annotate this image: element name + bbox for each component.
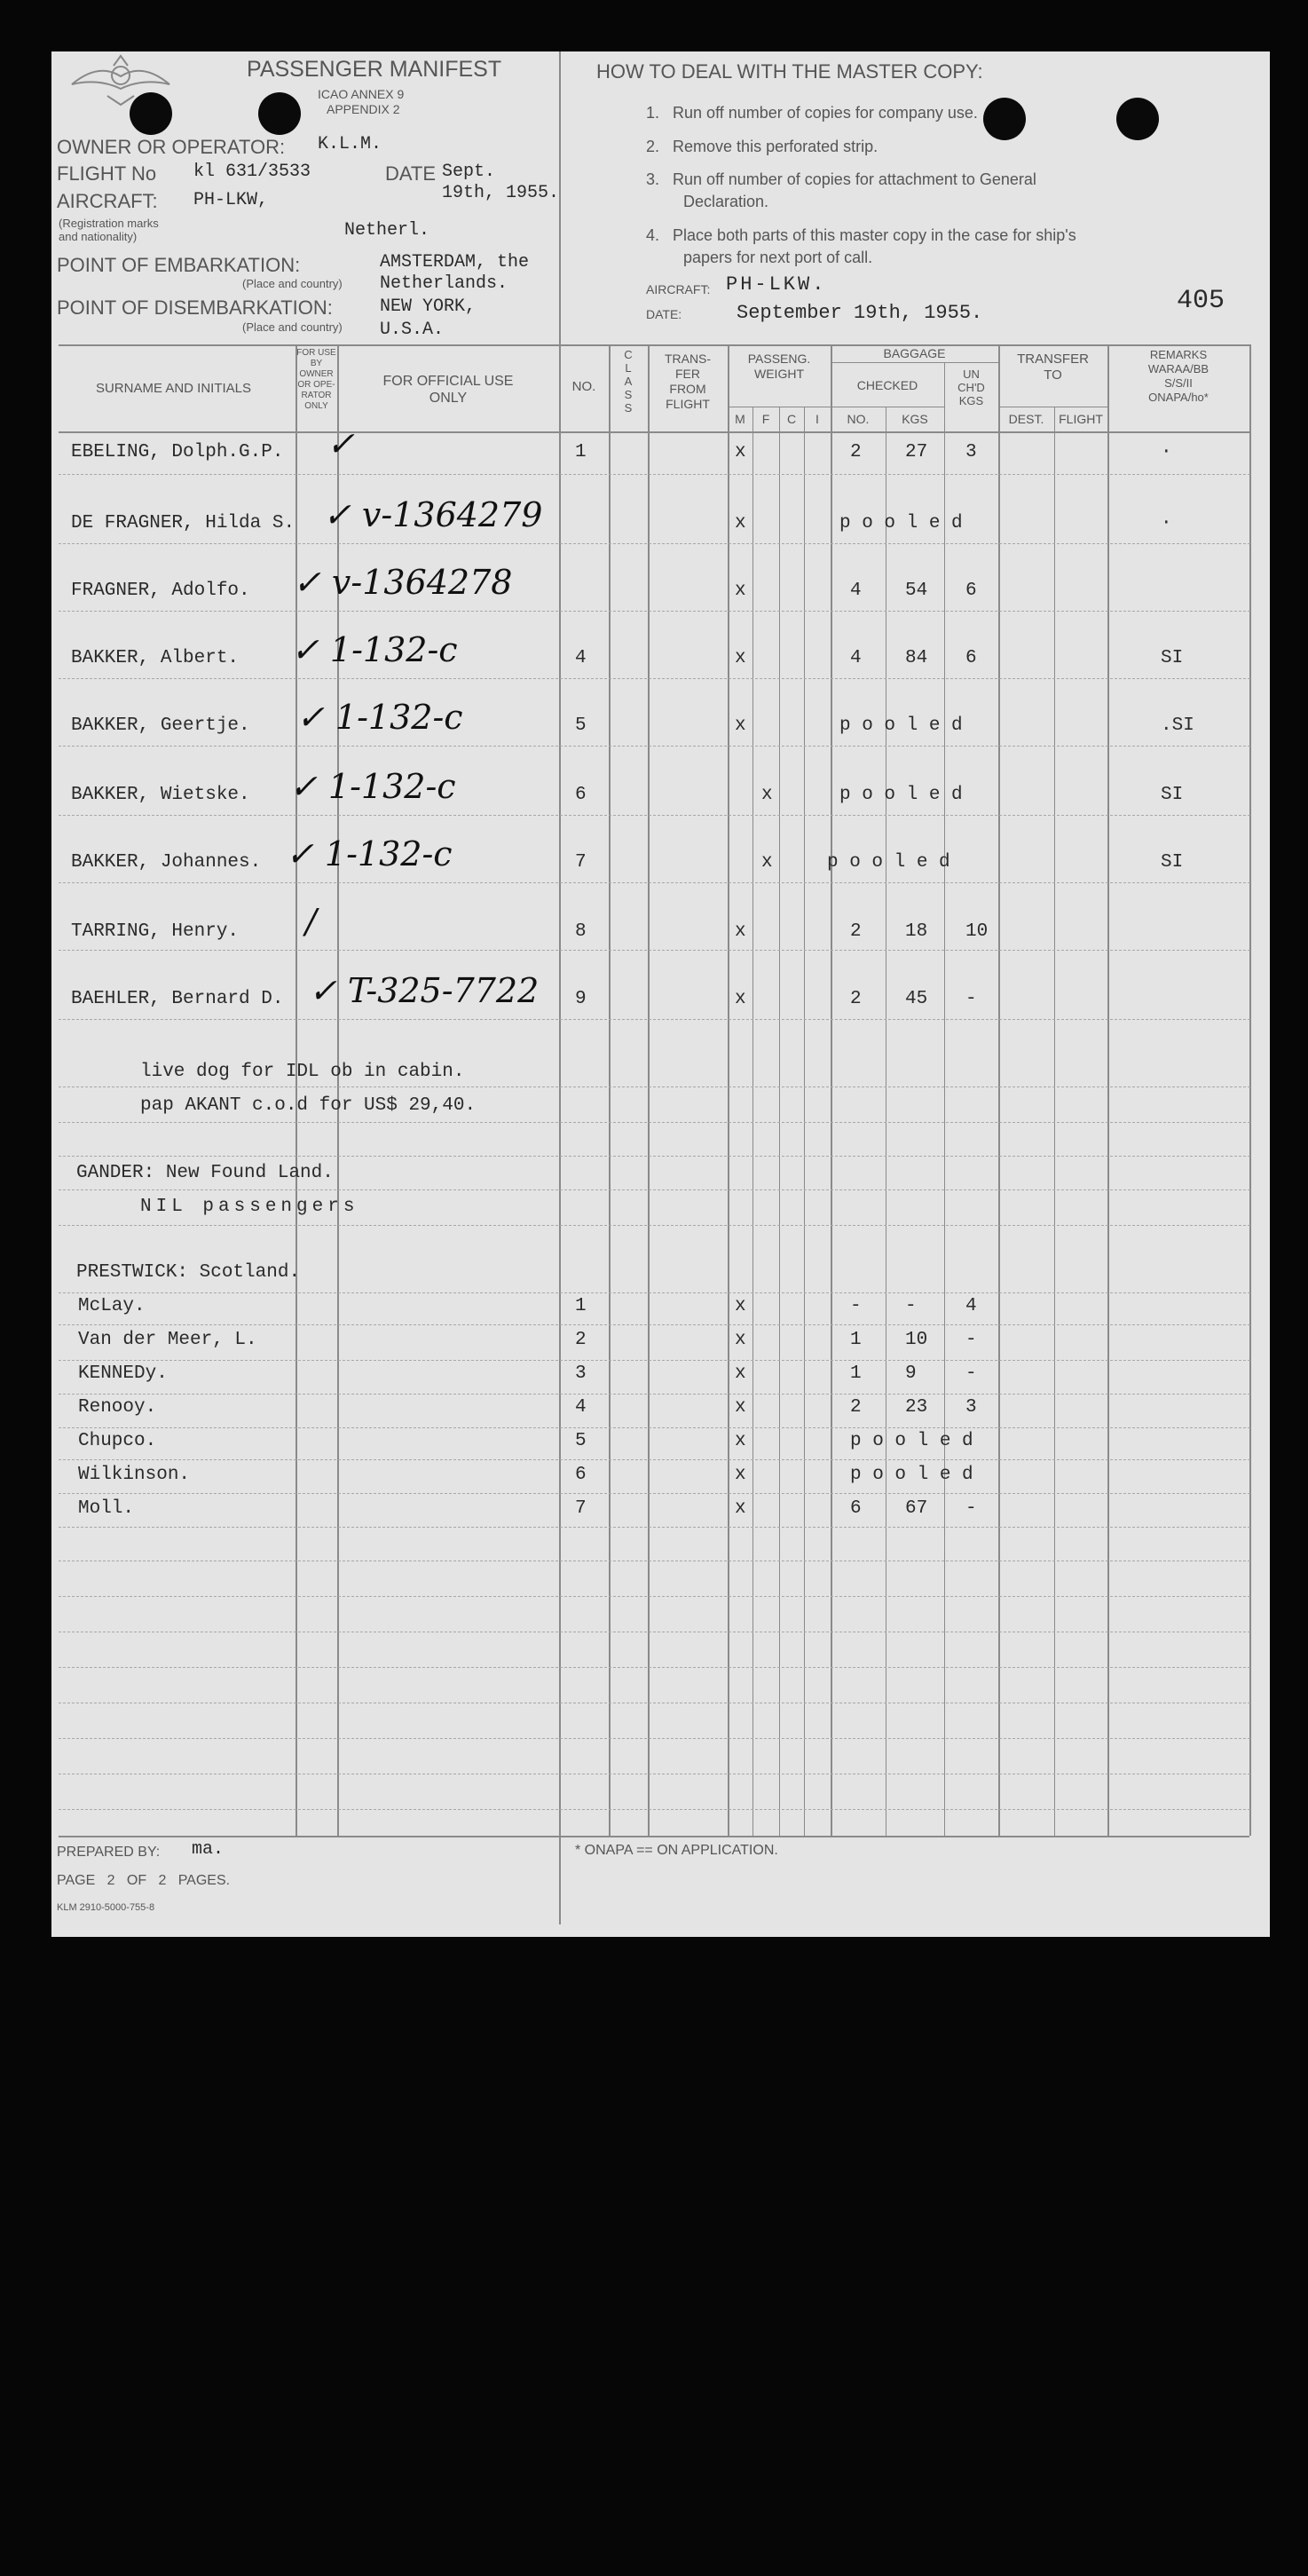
prestwick-number: 3 <box>575 1363 587 1384</box>
handwritten-mark: ✓ T-325-7722 <box>309 971 540 1010</box>
weight-mark: x <box>735 648 746 668</box>
row-rule <box>59 746 1250 747</box>
col-line <box>831 344 832 1836</box>
baggage-count: 4 <box>850 581 862 601</box>
col-line <box>998 344 1000 1836</box>
col-transfer-from: TRANS- FER FROM FLIGHT <box>664 352 712 411</box>
baggage-kgs: 45 <box>905 989 928 1009</box>
prestwick-passenger-name: Wilkinson. <box>78 1465 191 1485</box>
header-rule <box>59 344 1249 346</box>
row-rule <box>59 1527 1250 1528</box>
col-line <box>752 407 753 1836</box>
date-label: DATE <box>385 162 437 185</box>
baggage-count: 2 <box>850 442 862 462</box>
passenger-number: 7 <box>575 852 587 873</box>
row-rule <box>59 1360 1250 1361</box>
col-i: I <box>816 412 819 426</box>
embarkation-label: POINT OF EMBARKATION: <box>57 254 301 276</box>
baggage-kgs: 84 <box>905 648 928 668</box>
prepared-by-value: ma. <box>192 1839 225 1860</box>
prestwick-number: 4 <box>575 1397 587 1418</box>
instruction-4: 4. Place both parts of this master copy in the case for ship's papers for next port of call. <box>646 226 1076 266</box>
instruction-1: 1. Run off number of copies for company use. <box>646 104 978 122</box>
col-baggage: BAGGAGE <box>883 346 946 360</box>
page-stamp-number: 405 <box>1177 286 1225 316</box>
row-rule <box>59 1596 1250 1597</box>
remarks-value: · <box>1161 442 1172 462</box>
unchecked-kgs: 6 <box>965 648 977 668</box>
col-checked: CHECKED <box>856 378 918 392</box>
col-transfer-to: TRANSFER TO <box>1017 352 1089 383</box>
prestwick-passenger-name: Chupco. <box>78 1431 157 1451</box>
row-rule <box>59 1493 1250 1494</box>
disembarkation-note: (Place and country) <box>242 320 343 334</box>
pooled-baggage: p o o l e d <box>839 715 963 736</box>
col-line <box>779 407 780 1836</box>
baggage-kgs: 54 <box>905 581 928 601</box>
gander-nil: NIL passengers <box>140 1197 359 1217</box>
weight-mark: x <box>735 1465 746 1485</box>
passenger-number: 4 <box>575 648 587 668</box>
passenger-name: BAEHLER, Bernard D. <box>71 989 284 1009</box>
col-line <box>1054 407 1055 1836</box>
row-rule <box>59 1459 1250 1460</box>
aircraft-label: AIRCRAFT: <box>57 190 158 212</box>
instruction-3: 3. Run off number of copies for attachment to General Declaration. <box>646 170 1036 210</box>
col-class: C L A S S <box>624 348 633 415</box>
passenger-name: BAKKER, Geertje. <box>71 715 250 736</box>
col-f: F <box>761 412 770 426</box>
col-line <box>559 344 561 1924</box>
remarks-value: SI <box>1161 785 1184 805</box>
embarkation-value-2: Netherlands. <box>380 273 508 294</box>
baggage-kgs: - <box>905 1296 917 1316</box>
disembarkation-value-2: U.S.A. <box>380 320 445 340</box>
row-rule <box>59 1738 1250 1739</box>
weight-mark: x <box>735 921 746 942</box>
col-line <box>804 407 805 1836</box>
remarks-value: SI <box>1161 852 1184 873</box>
baggage-kgs: 18 <box>905 921 928 942</box>
unchecked-kgs: 6 <box>965 581 977 601</box>
col-line <box>609 344 611 1836</box>
baggage-kgs: 10 <box>905 1330 928 1350</box>
handwritten-mark: / <box>305 902 317 941</box>
date-value-right: September 19th, 1955. <box>737 302 983 324</box>
prestwick-number: 7 <box>575 1498 587 1519</box>
unchecked-kgs: - <box>965 989 977 1009</box>
col-checked-kgs: KGS <box>902 412 928 426</box>
handwritten-mark: ✓ 1-132-c <box>291 630 458 669</box>
col-line <box>728 344 729 1836</box>
remarks-value: .SI <box>1161 715 1194 736</box>
nationality-value: Netherl. <box>344 220 430 241</box>
baggage-count: 1 <box>850 1330 862 1350</box>
col-no: NO. <box>571 379 596 394</box>
unchecked-kgs: - <box>965 1330 977 1350</box>
punch-hole <box>983 98 1026 140</box>
gander-heading: GANDER: New Found Land. <box>76 1163 334 1183</box>
baggage-kgs: 9 <box>905 1363 917 1384</box>
baggage-kgs: 23 <box>905 1397 928 1418</box>
passenger-name: BAKKER, Johannes. <box>71 852 262 873</box>
prestwick-passenger-name: KENNEDy. <box>78 1363 168 1384</box>
unchecked-kgs: - <box>965 1498 977 1519</box>
row-rule <box>59 815 1250 816</box>
passenger-number: 5 <box>575 715 587 736</box>
weight-mark: x <box>735 989 746 1009</box>
unchecked-kgs: 3 <box>965 442 977 462</box>
weight-mark: x <box>735 513 746 533</box>
handwritten-mark: ✓ v-1364279 <box>323 495 543 534</box>
passenger-number: 8 <box>575 921 587 942</box>
aircraft-value: PH-LKW, <box>193 190 269 210</box>
passenger-name: TARRING, Henry. <box>71 921 240 942</box>
col-passenger-weight: PASSENG. WEIGHT <box>747 352 811 381</box>
weight-mark: x <box>735 1397 746 1418</box>
baggage-count: 2 <box>850 989 862 1009</box>
date-value-2: 19th, 1955. <box>442 183 560 203</box>
prestwick-passenger-name: McLay. <box>78 1296 146 1316</box>
row-rule <box>59 1156 1250 1157</box>
baggage-kgs: 67 <box>905 1498 928 1519</box>
note-line-1: live dog for IDL ob in cabin. <box>140 1062 465 1082</box>
passenger-name: FRAGNER, Adolfo. <box>71 581 250 601</box>
col-owner-use: FOR USE BY OWNER OR OPE- RATOR ONLY <box>296 348 336 411</box>
prestwick-number: 1 <box>575 1296 587 1316</box>
row-rule <box>59 1189 1250 1190</box>
col-checked-no: NO. <box>847 412 870 426</box>
row-rule <box>59 882 1250 883</box>
punch-hole <box>258 92 301 135</box>
owner-label: OWNER OR OPERATOR: <box>57 136 286 158</box>
row-rule <box>59 1667 1250 1668</box>
row-rule <box>59 1394 1250 1395</box>
col-line <box>648 344 650 1836</box>
unchecked-kgs: 4 <box>965 1296 977 1316</box>
handwritten-mark: ✓ 1-132-c <box>286 834 453 873</box>
instruction-2: 2. Remove this perforated strip. <box>646 138 879 155</box>
col-line <box>944 362 945 1836</box>
passenger-number: 9 <box>575 989 587 1009</box>
prestwick-number: 2 <box>575 1330 587 1350</box>
col-official-use: FOR OFFICIAL USE ONLY <box>382 374 514 406</box>
page-count: PAGE 2 OF 2 PAGES. <box>57 1873 231 1888</box>
form-code: KLM 2910-5000-755-8 <box>57 1902 155 1913</box>
baggage-count: 4 <box>850 648 862 668</box>
passenger-name: BAKKER, Wietske. <box>71 785 250 805</box>
remarks-value: · <box>1161 513 1172 533</box>
row-rule <box>59 543 1250 544</box>
date-label-right: DATE: <box>646 307 682 321</box>
manifest-title: PASSENGER MANIFEST <box>247 57 502 82</box>
col-dest: DEST. <box>1008 412 1044 426</box>
baggage-count: 6 <box>850 1498 862 1519</box>
prepared-by-label: PREPARED BY: <box>57 1845 161 1860</box>
prestwick-passenger-name: Moll. <box>78 1498 135 1519</box>
weight-mark: x <box>735 581 746 601</box>
embarkation-note: (Place and country) <box>242 277 343 290</box>
weight-mark: x <box>735 1363 746 1384</box>
unchecked-kgs: 10 <box>965 921 989 942</box>
handwritten-mark: ✓ <box>327 424 355 463</box>
weight-mark: x <box>761 785 773 805</box>
pooled-baggage: p o o l e d <box>827 852 950 873</box>
onapa-note: * ONAPA == ON APPLICATION. <box>575 1843 778 1858</box>
unchecked-kgs: - <box>965 1363 977 1384</box>
weight-mark: x <box>735 715 746 736</box>
pooled-baggage: p o o l e d <box>850 1431 973 1451</box>
klm-crown-logo <box>67 53 174 110</box>
row-rule <box>59 1809 1250 1810</box>
row-rule <box>59 1427 1250 1428</box>
handwritten-mark: ✓ 1-132-c <box>289 767 456 806</box>
prestwick-number: 6 <box>575 1465 587 1485</box>
unchecked-kgs: 3 <box>965 1397 977 1418</box>
row-rule <box>59 1324 1250 1325</box>
passenger-number: 1 <box>575 442 587 462</box>
baggage-kgs: 27 <box>905 442 928 462</box>
col-m: M <box>735 412 745 426</box>
footer-rule <box>59 1836 1249 1837</box>
icao-annex: ICAO ANNEX 9 <box>318 87 405 101</box>
weight-mark: x <box>761 852 773 873</box>
pooled-baggage: p o o l e d <box>850 1465 973 1485</box>
baggage-count: 2 <box>850 1397 862 1418</box>
weight-mark: x <box>735 1431 746 1451</box>
aircraft-label-right: AIRCRAFT: <box>646 282 711 296</box>
col-surname: SURNAME AND INITIALS <box>95 381 252 396</box>
remarks-value: SI <box>1161 648 1184 668</box>
passenger-name: BAKKER, Albert. <box>71 648 240 668</box>
disembarkation-label: POINT OF DISEMBARKATION: <box>57 296 333 319</box>
col-unchecked: UN CH'D KGS <box>957 367 985 407</box>
col-line <box>1107 344 1109 1836</box>
row-rule <box>59 1225 1250 1226</box>
col-flight: FLIGHT <box>1059 412 1103 426</box>
row-rule <box>59 1122 1250 1123</box>
registration-note: (Registration marks and nationality) <box>59 217 159 243</box>
handwritten-mark: ✓ v-1364278 <box>293 563 513 602</box>
passenger-number: 6 <box>575 785 587 805</box>
pooled-baggage: p o o l e d <box>839 513 963 533</box>
row-rule <box>59 950 1250 951</box>
flight-value: kl 631/3533 <box>193 162 311 182</box>
manifest-sheet <box>51 51 1270 1937</box>
row-rule <box>59 678 1250 679</box>
col-remarks: REMARKS WARAA/BB S/S/II ONAPA/ho* <box>1147 348 1210 404</box>
row-rule <box>59 1019 1250 1020</box>
date-value-1: Sept. <box>442 162 496 182</box>
header-divider <box>559 51 561 344</box>
master-copy-title: HOW TO DEAL WITH THE MASTER COPY: <box>596 60 983 83</box>
baggage-count: - <box>850 1296 862 1316</box>
handwritten-mark: ✓ 1-132-c <box>296 698 463 737</box>
row-rule <box>59 1292 1250 1293</box>
aircraft-value-right: PH-LKW. <box>726 273 827 296</box>
baggage-count: 2 <box>850 921 862 942</box>
column-header-rule <box>59 431 1249 433</box>
row-rule <box>59 474 1250 475</box>
passenger-name: DE FRAGNER, Hilda S. <box>71 513 295 533</box>
note-line-2: pap AKANT c.o.d for US$ 29,40. <box>140 1095 477 1116</box>
prestwick-heading: PRESTWICK: Scotland. <box>76 1262 301 1283</box>
sub-rule <box>831 362 998 363</box>
row-rule <box>59 611 1250 612</box>
passenger-name: EBELING, Dolph.G.P. <box>71 442 284 462</box>
weight-mark: x <box>735 1498 746 1519</box>
baggage-count: 1 <box>850 1363 862 1384</box>
weight-mark: x <box>735 1296 746 1316</box>
appendix: APPENDIX 2 <box>327 102 400 116</box>
flight-label: FLIGHT No <box>57 162 157 185</box>
disembarkation-value-1: NEW YORK, <box>380 296 477 317</box>
embarkation-value-1: AMSTERDAM, the <box>380 252 530 273</box>
weight-mark: x <box>735 442 746 462</box>
col-line <box>1249 344 1251 1836</box>
pooled-baggage: p o o l e d <box>839 785 963 805</box>
col-c: C <box>786 412 797 426</box>
owner-value: K.L.M. <box>318 134 382 154</box>
prestwick-passenger-name: Renooy. <box>78 1397 157 1418</box>
weight-mark: x <box>735 1330 746 1350</box>
prestwick-passenger-name: Van der Meer, L. <box>78 1330 257 1350</box>
prestwick-number: 5 <box>575 1431 587 1451</box>
punch-hole <box>1116 98 1159 140</box>
